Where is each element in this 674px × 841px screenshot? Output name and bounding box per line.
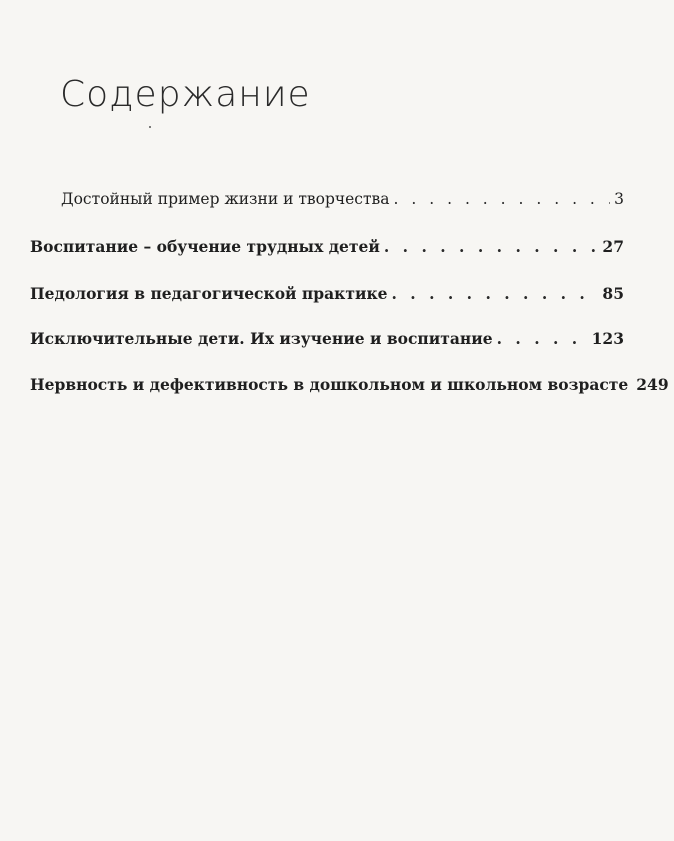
toc-entry-page: 249	[636, 375, 669, 394]
toc-entry-page: 27	[602, 237, 624, 256]
toc-entry-title: Нервность и дефективность в дошкольном и школьном возрасте	[30, 375, 629, 394]
dot-leader	[497, 329, 588, 348]
dot-leader	[392, 284, 599, 303]
toc-entry	[30, 284, 624, 303]
toc-entry-page: 85	[602, 284, 624, 303]
toc-entry-page: 3	[614, 190, 624, 208]
toc-entry	[61, 190, 624, 208]
toc-entry-page: 123	[591, 329, 624, 348]
toc-entry-title: Педология в педагогической практике	[30, 284, 388, 303]
toc-entry	[30, 375, 669, 394]
toc-entry-title: Исключительные дети. Их изучение и воспитание	[30, 329, 493, 348]
dot-leader	[384, 237, 599, 256]
toc-entry	[30, 329, 624, 348]
toc-entry-title: Достойный пример жизни и творчества	[61, 190, 390, 208]
page-title: Содержание	[60, 74, 311, 115]
dot-leader	[394, 190, 611, 208]
toc-entry-title: Воспитание – обучение трудных детей	[30, 237, 380, 256]
toc-entry	[30, 237, 624, 256]
